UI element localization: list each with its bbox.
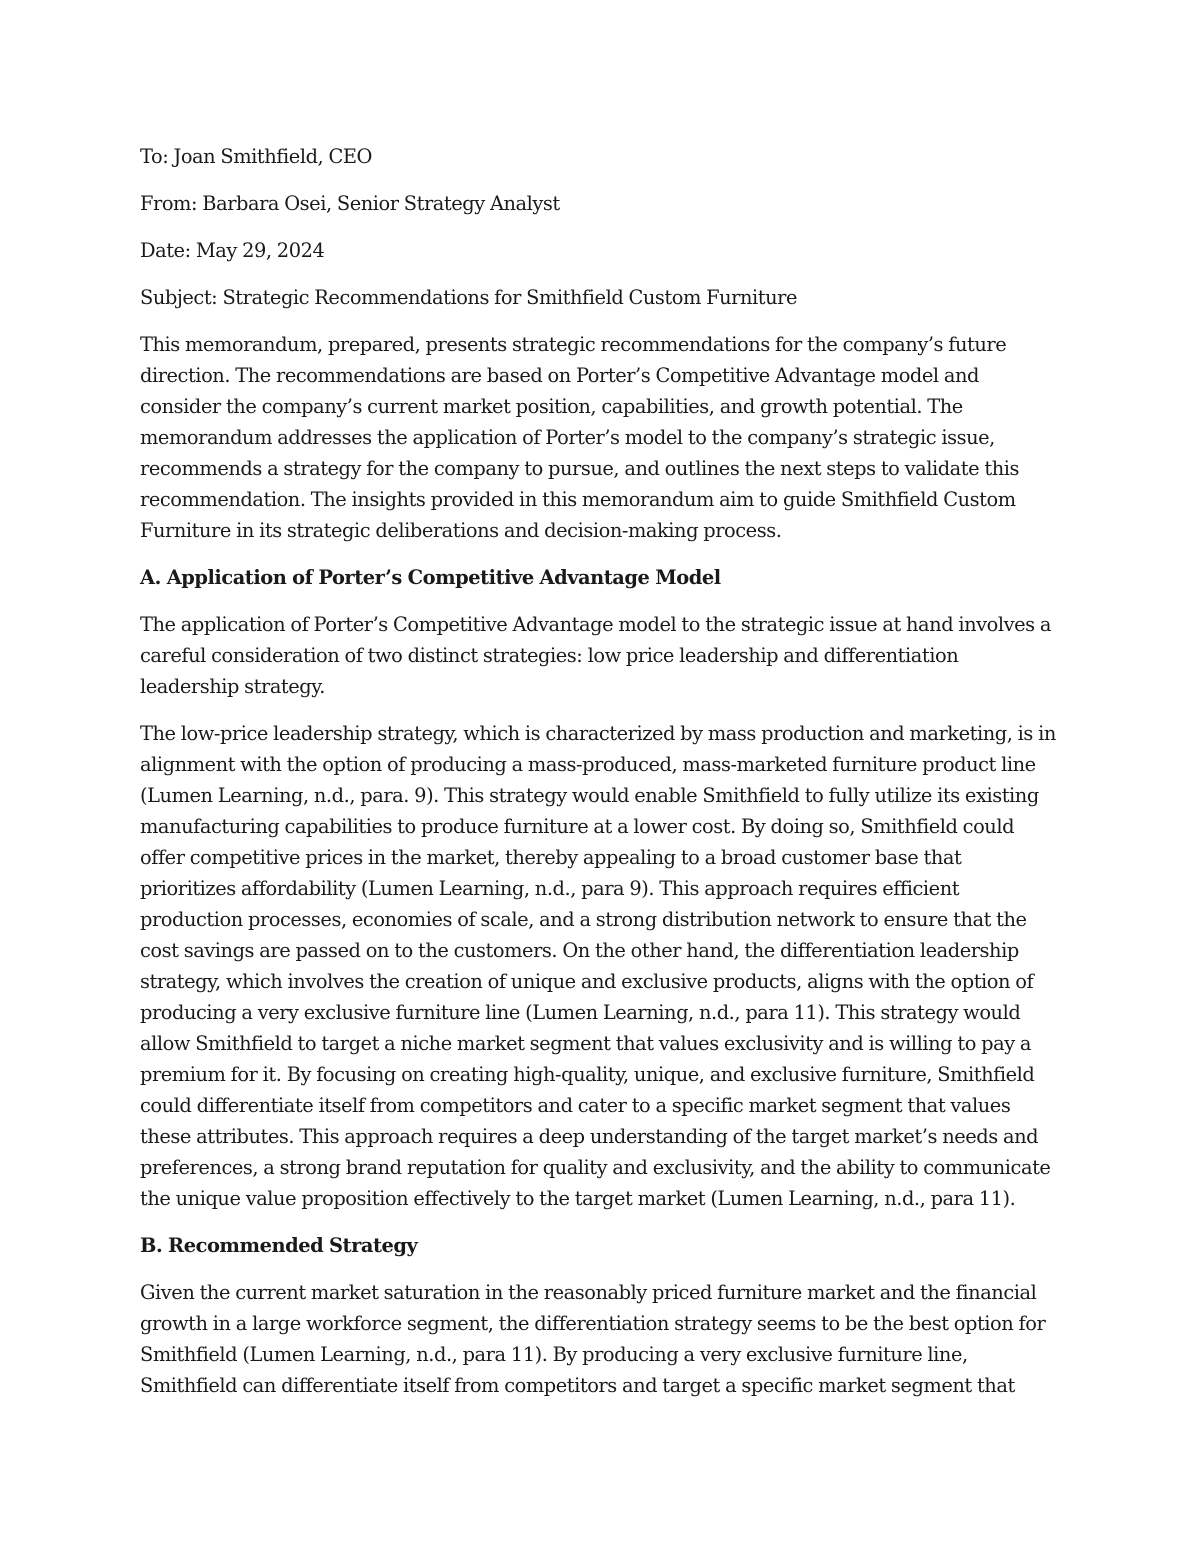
memo-to-line: To: Joan Smithfield, CEO — [140, 145, 372, 168]
intro-paragraph: This memorandum, prepared, presents strategic recommendations for the company’s future direction. The recommendations are based on Porter’s Competitive Advantage model and consider the company’s current market position, capabilities, and growth potential. The memorandum addresses the application of Porter’s model to the company’s strategic issue, recommends a strategy for the company to pursue, and outlines the next steps to validate this recommendation. The insights provided in this memorandum aim to guide Smithfield Custom Furniture in its strategic deliberations and decision-making process. — [140, 333, 1020, 542]
memo-body — [140, 141, 1060, 1417]
section-a-paragraph: The low-price leadership strategy, which is characterized by mass production and marketing, is in alignment with the option of producing a mass-produced, mass-marketed furniture product line (Lumen Learning, n.d., para. 9). This strategy would enable Smithfield to fully utilize its existing manufacturing capabilities to produce furniture at a lower cost. By doing so, Smithfield could offer competitive prices in the market, thereby appealing to a broad customer base that prioritizes affordability (Lumen Learning, n.d., para 9). This approach requires efficient production processes, economies of scale, and a strong distribution network to ensure that the cost savings are passed on to the customers. On the other hand, the differentiation leadership strategy, which involves the creation of unique and exclusive products, aligns with the option of producing a very exclusive furniture line (Lumen Learning, n.d., para 11). This strategy would allow Smithfield to target a niche market segment that values exclusivity and is willing to pay a premium for it. By focusing on creating high-quality, unique, and exclusive furniture, Smithfield could differentiate itself from competitors and cater to a specific market segment that values these attributes. This approach requires a deep understanding of the target market’s needs and preferences, a strong brand reputation for quality and exclusivity, and the ability to communicate the unique value proposition effectively to the target market (Lumen Learning, n.d., para 11). — [140, 722, 1056, 1210]
section-b-paragraph: Given the current market saturation in the reasonably priced furniture market and the financial growth in a large workforce segment, the differentiation strategy seems to be the best option for Smithfield (Lumen Learning, n.d., para 11). By producing a very exclusive furniture line, Smithfield can differentiate itself from competitors and target a specific market segment that — [140, 1281, 1046, 1397]
section-b-heading: B. Recommended Strategy — [140, 1234, 418, 1257]
memo-subject-line: Subject: Strategic Recommendations for Smithfield Custom Furniture — [140, 286, 798, 309]
memo-from-line: From: Barbara Osei, Senior Strategy Analyst — [140, 192, 560, 215]
section-a-heading: A. Application of Porter’s Competitive Advantage Model — [140, 566, 721, 589]
memo-date-line: Date: May 29, 2024 — [140, 239, 325, 262]
section-a-paragraph: The application of Porter’s Competitive Advantage model to the strategic issue at hand involves a careful consideration of two distinct strategies: low price leadership and differentiation leadership strategy. — [140, 613, 1051, 698]
